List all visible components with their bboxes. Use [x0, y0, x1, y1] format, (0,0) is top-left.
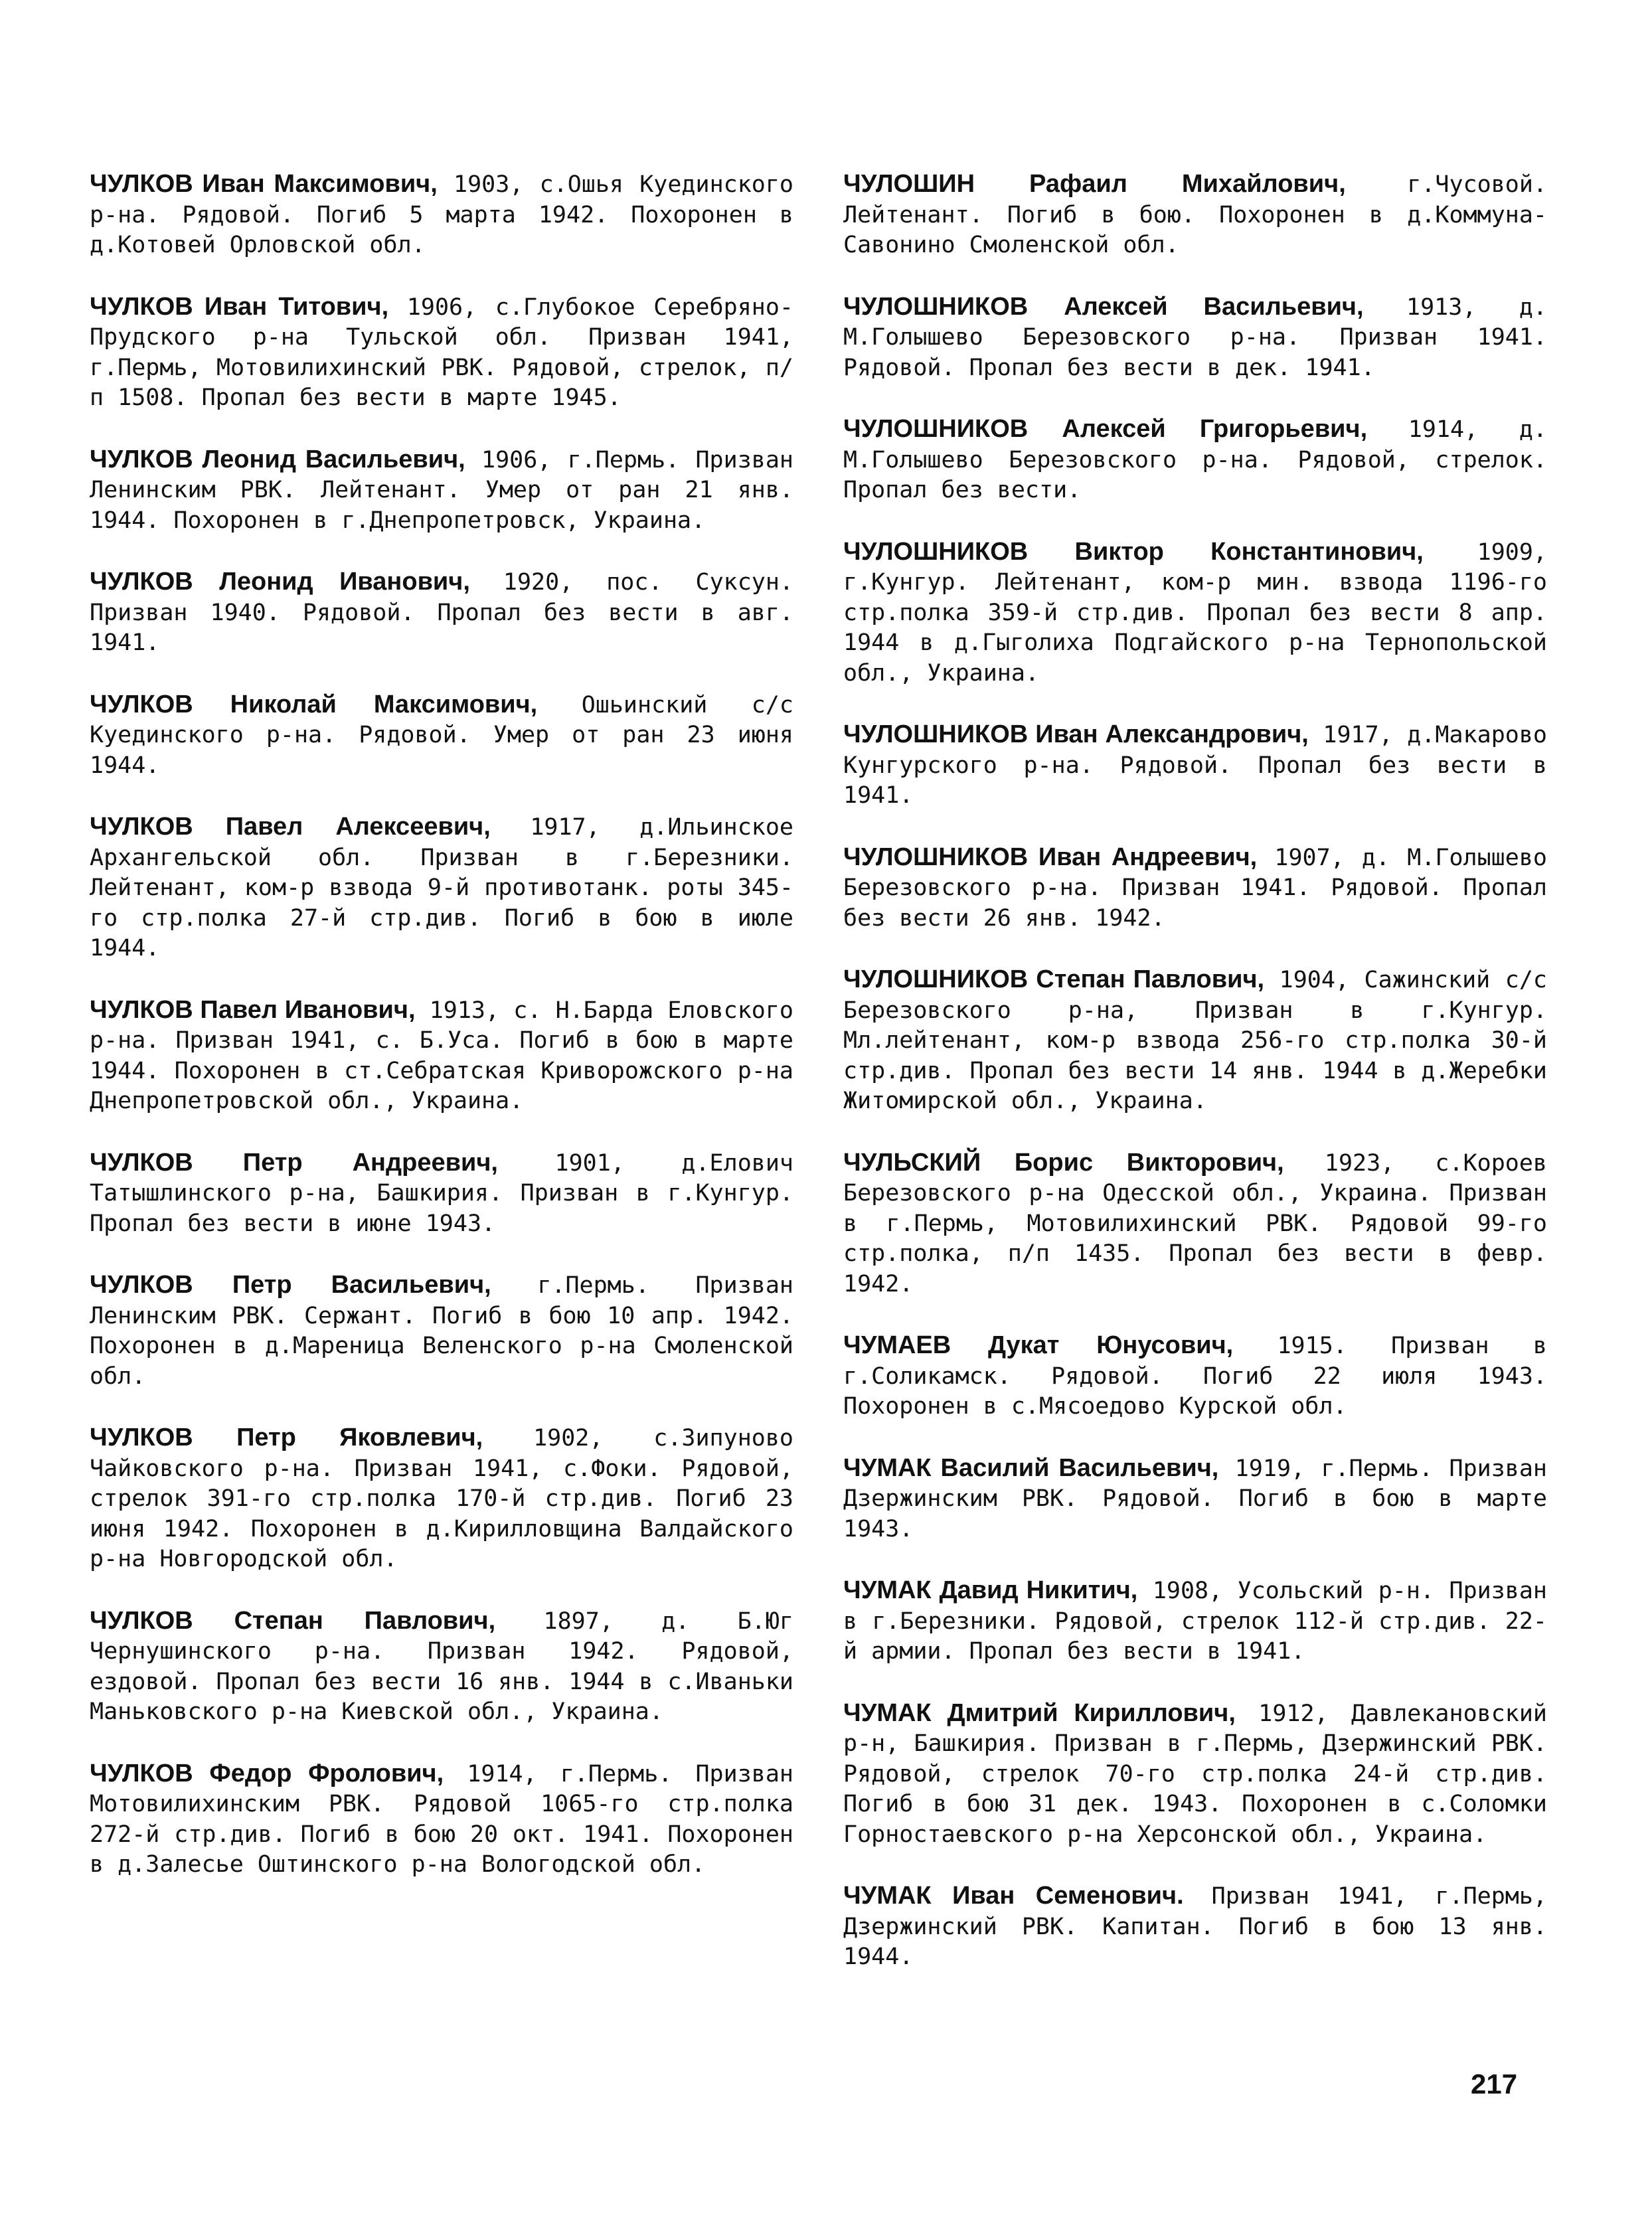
entry-name: ЧУЛОШНИКОВ Алексей Васильевич,: [843, 292, 1364, 321]
list-item: [843, 843, 1547, 934]
entry-name: ЧУЛКОВ Иван Титович,: [90, 292, 389, 321]
page-number: 217: [1471, 2068, 1518, 2100]
entry-text: 1914, д. М.Голышево Березовского р-на. Рядовой, стрелок. Пропал без вести.: [843, 416, 1547, 503]
list-item: [90, 1606, 793, 1728]
entry-text: 1897, д. Б.Юг Чернушинского р-на. Призван 1942. Рядовой, ездовой. Пропал без вести 16 янв. 1944 в с.Иваньки Маньковского р-на Киевской обл., Украина.: [90, 1608, 793, 1725]
list-item: [843, 1453, 1547, 1545]
entry-text: 1915. Призван в г.Соликамск. Рядовой. Погиб 22 июля 1943. Похоронен в с.Мясоедово Курской обл.: [843, 1333, 1547, 1420]
entry-text: 1917, д.Макарово Кунгурского р-на. Рядовой. Пропал без вести в 1941.: [843, 722, 1547, 809]
entry-name: ЧУЛКОВ Петр Андреевич,: [90, 1148, 498, 1177]
entry-text: Призван 1941, г.Пермь, Дзержинский РВК. Капитан. Погиб в бою 13 янв. 1944.: [843, 1883, 1548, 1970]
list-item: [90, 1148, 793, 1240]
entry-name: ЧУЛКОВ Павел Алексеевич,: [90, 813, 491, 841]
list-item: [90, 995, 793, 1117]
entry-name: ЧУЛКОВ Леонид Иванович,: [90, 568, 470, 596]
entry-text: 1907, д. М.Голышево Березовского р-на. Призван 1941. Рядовой. Пропал без вести 26 янв. 1942.: [843, 844, 1547, 932]
entry-name: ЧУЛКОВ Леонид Васильевич,: [90, 445, 465, 473]
list-item: [843, 414, 1547, 506]
entry-name: ЧУМАК Давид Никитич,: [843, 1576, 1138, 1604]
list-item: [90, 567, 793, 659]
list-item: [843, 720, 1547, 811]
list-item: [90, 292, 793, 414]
left-column: [90, 169, 793, 1912]
list-item: [90, 1423, 793, 1575]
entry-text: 1912, Давлекановский р-н, Башкирия. Призван в г.Пермь, Дзержинский РВК. Рядовой, стрелок 70-го стр.полка 24-й стр.див. Погиб в бою 31 дек. 1943. Похоронен в с.Соломки Горностаевского р-на Херсонской обл., Украина.: [843, 1700, 1547, 1848]
entry-name: ЧУЛКОВ Николай Максимович,: [90, 690, 538, 718]
entry-name: ЧУЛОШНИКОВ Иван Александрович,: [843, 720, 1309, 748]
entry-text: 1904, Сажинский с/с Березовского р-на, Призван в г.Кунгур. Мл.лейтенант, ком-р взвода 256-го стр.полка 30-й стр.див. Пропал без вести 14 янв. 1944 в д.Жеребки Житомирской обл., Украина.: [843, 967, 1547, 1114]
list-item: [90, 169, 793, 261]
entry-text: 1913, д. М.Голышево Березовского р-на. Призван 1941. Рядовой. Пропал без вести в дек. 1941.: [843, 293, 1547, 381]
list-item: [843, 1881, 1547, 1973]
entry-name: ЧУЛОШНИКОВ Алексей Григорьевич,: [843, 415, 1368, 443]
entry-name: ЧУЛОШНИКОВ Иван Андреевич,: [843, 843, 1258, 871]
entry-text: г.Пермь. Призван Ленинским РВК. Сержант. Погиб в бою 10 апр. 1942. Похоронен в д.Мареница Веленского р-на Смоленской обл.: [90, 1272, 793, 1390]
entry-text: 1913, с. Н.Барда Еловского р-на. Призван 1941, с. Б.Уса. Погиб в бою в марте 1944. Похоронен в ст.Себратская Криворожского р-на Днепропетровской обл., Украина.: [90, 997, 793, 1114]
entry-text: 1919, г.Пермь. Призван Дзержинским РВК. Рядовой. Погиб в бою в марте 1943.: [843, 1455, 1548, 1542]
right-column: [843, 169, 1547, 2004]
entry-text: 1908, Усольский р-н. Призван в г.Березники. Рядовой, стрелок 112-й стр.див. 22-й армии. Пропал без вести в 1941.: [843, 1578, 1547, 1665]
list-item: [843, 537, 1547, 689]
list-item: [90, 1759, 793, 1880]
entry-text: 1906, с.Глубокое Серебряно-Прудского р-на Тульской обл. Призван 1941, г.Пермь, Мотовилихинский РВК. Рядовой, стрелок, п/п 1508. Пропал без вести в марте 1945.: [90, 293, 793, 411]
list-item: [843, 965, 1547, 1117]
list-item: [90, 1270, 793, 1392]
list-item: [90, 812, 793, 964]
list-item: [843, 1148, 1547, 1300]
entry-text: 1914, г.Пермь. Призван Мотовилихинским РВК. Рядовой 1065-го стр.полка 272-й стр.див. Погиб в бою 20 окт. 1941. Похоронен в д.Залесье Оштинского р-на Вологодской обл.: [90, 1760, 793, 1878]
entry-name: ЧУЛКОВ Петр Яковлевич,: [90, 1424, 483, 1451]
entry-name: ЧУЛКОВ Федор Фролович,: [90, 1759, 444, 1787]
list-item: [843, 292, 1547, 384]
entry-name: ЧУЛОШИН Рафаил Михайлович,: [843, 170, 1346, 198]
list-item: [90, 445, 793, 537]
entry-text: 1901, д.Елович Татышлинского р-на, Башкирия. Призван в г.Кунгур. Пропал без вести в июне 1943.: [90, 1149, 793, 1237]
entry-name: ЧУЛКОВ Петр Васильевич,: [90, 1271, 491, 1299]
list-item: [843, 1331, 1547, 1422]
entry-text: 1920, пос. Суксун. Призван 1940. Рядовой. Пропал без вести в авг. 1941.: [90, 569, 793, 656]
entry-name: ЧУЛКОВ Степан Павлович,: [90, 1606, 496, 1635]
entry-text: 1902, с.Зипуново Чайковского р-на. Призван 1941, с.Фоки. Рядовой, стрелок 391-го стр.полка 170-й стр.див. Погиб 23 июня 1942. Похоронен в д.Кирилловщина Валдайского р-на Новгородской обл.: [90, 1425, 793, 1572]
entry-name: ЧУМАК Дмитрий Кириллович,: [843, 1698, 1236, 1727]
entry-text: 1906, г.Пермь. Призван Ленинским РВК. Лейтенант. Умер от ран 21 янв. 1944. Похоронен в г.Днепропетровск, Украина.: [90, 446, 793, 534]
entry-text: г.Чусовой. Лейтенант. Погиб в бою. Похоронен в д.Коммуна-Савонино Смоленской обл.: [843, 171, 1547, 258]
list-item: [843, 1698, 1547, 1851]
entry-text: 1923, с.Короев Березовского р-на Одесской обл., Украина. Призван в г.Пермь, Мотовилихинский РВК. Рядовой 99-го стр.полка, п/п 1435. Пропал без вести в февр. 1942.: [843, 1149, 1547, 1297]
entry-name: ЧУМАК Иван Семенович.: [843, 1882, 1184, 1910]
list-item: [843, 1576, 1547, 1667]
entry-name: ЧУМАК Василий Васильевич,: [843, 1453, 1219, 1482]
list-item: [843, 169, 1547, 261]
entry-text: 1909, г.Кунгур. Лейтенант, ком-р мин. взвода 1196-го стр.полка 359-й стр.див. Пропал без вести 8 апр. 1944 в д.Гыголиха Подгайского р-на Тернопольской обл., Украина.: [843, 538, 1547, 687]
entry-text: 1917, д.Ильинское Архангельской обл. Призван в г.Березники. Лейтенант, ком-р взвода 9-й противотанк. роты 345-го стр.полка 27-й стр.див. Погиб в бою в июле 1944.: [90, 814, 793, 961]
entry-name: ЧУЛЬСКИЙ Борис Викторович,: [843, 1148, 1284, 1177]
entry-text: Ошьинский с/с Куединского р-на. Рядовой. Умер от ран 23 июня 1944.: [90, 691, 794, 779]
entry-name: ЧУЛОШНИКОВ Виктор Константинович,: [843, 537, 1424, 566]
entry-text: 1903, с.Ошья Куединского р-на. Рядовой. Погиб 5 марта 1942. Похоронен в д.Котовей Орловской обл.: [90, 171, 793, 258]
entry-name: ЧУМАЕВ Дукат Юнусович,: [843, 1331, 1234, 1359]
entry-name: ЧУЛКОВ Иван Максимович,: [90, 170, 438, 198]
entry-name: ЧУЛКОВ Павел Иванович,: [90, 995, 416, 1024]
entry-name: ЧУЛОШНИКОВ Степан Павлович,: [843, 965, 1265, 993]
list-item: [90, 690, 793, 782]
